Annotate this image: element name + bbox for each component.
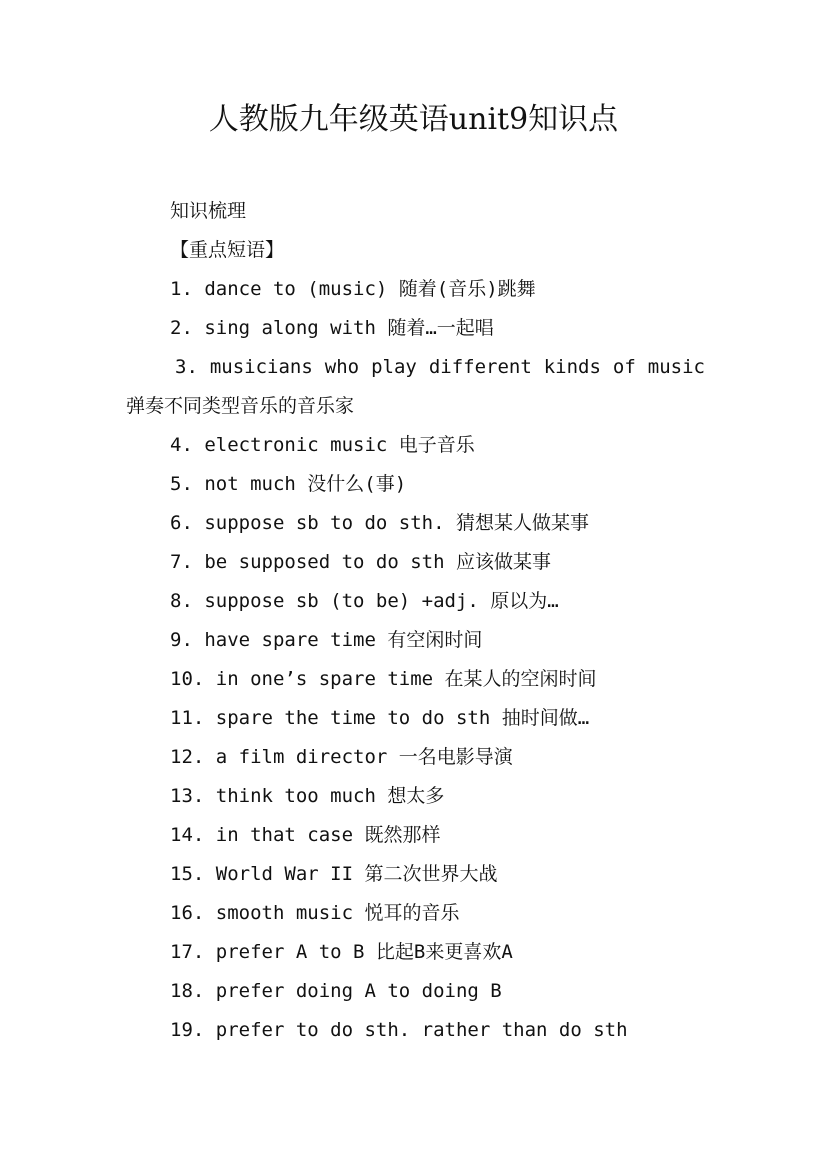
phrase-item-17: 17. prefer A to B 比起B来更喜欢A [170, 941, 513, 963]
phrase-item-3-word: 3. [175, 356, 198, 378]
phrase-item-1: 1. dance to (music) 随着(音乐)跳舞 [170, 278, 536, 300]
phrase-item-8: 8. suppose sb (to be) +adj. 原以为… [170, 590, 559, 612]
phrase-item-5: 5. not much 没什么(事) [170, 473, 407, 495]
phrase-item-13: 13. think too much 想太多 [170, 785, 445, 807]
phrase-item-6: 6. suppose sb to do sth. 猜想某人做某事 [170, 512, 589, 534]
phrase-item-15: 15. World War II 第二次世界大战 [170, 863, 498, 885]
phrase-item-3-word: of [612, 356, 636, 378]
phrase-item-10: 10. in one’s spare time 在某人的空闲时间 [170, 668, 597, 690]
phrase-item-3 [175, 354, 705, 380]
phrase-item-4: 4. electronic music 电子音乐 [170, 434, 475, 456]
document-title: 人教版九年级英语unit9知识点 [208, 102, 619, 137]
phrase-item-18: 18. prefer doing A to doing B [170, 980, 502, 1002]
phrase-item-12: 12. a film director 一名电影导演 [170, 746, 513, 768]
phrase-item-3-word: different [428, 356, 532, 378]
subsection-heading: 【重点短语】 [170, 239, 285, 261]
phrase-item-3-word: musicians [209, 356, 313, 378]
phrase-item-11: 11. spare the time to do sth 抽时间做… [170, 707, 590, 729]
phrase-item-3-word: play [371, 356, 417, 378]
phrase-item-3-word: who [324, 356, 360, 378]
section-heading: 知识梳理 [170, 200, 247, 222]
phrase-item-7: 7. be supposed to do sth 应该做某事 [170, 551, 551, 573]
phrase-item-16: 16. smooth music 悦耳的音乐 [170, 902, 460, 924]
phrase-item-9: 9. have spare time 有空闲时间 [170, 629, 483, 651]
phrase-item-19: 19. prefer to do sth. rather than do sth [170, 1019, 628, 1041]
phrase-item-3-word: kinds [543, 356, 601, 378]
phrase-item-3-continuation: 弹奏不同类型音乐的音乐家 [126, 395, 355, 417]
phrase-item-2: 2. sing along with 随着…一起唱 [170, 317, 494, 339]
phrase-item-14: 14. in that case 既然那样 [170, 824, 441, 846]
phrase-item-3-word: music [647, 356, 705, 378]
